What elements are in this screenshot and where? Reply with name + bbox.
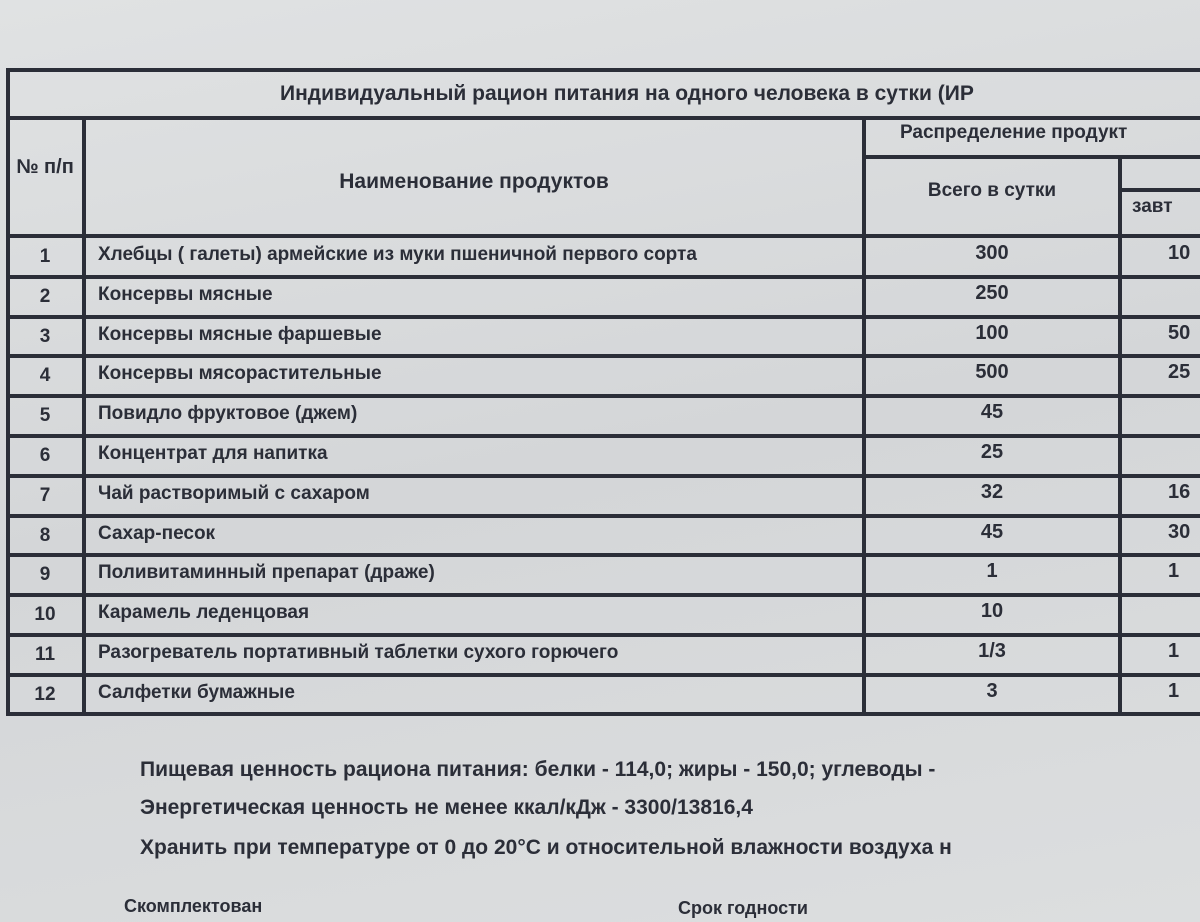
product-name: Салфетки бумажные: [98, 681, 295, 703]
product-name: Сахар-песок: [98, 522, 216, 544]
breakfast-amount: 1: [1168, 640, 1180, 662]
row-divider: [6, 394, 1200, 398]
total-per-day: 25: [980, 441, 1004, 463]
breakfast-amount: 25: [1168, 361, 1191, 384]
header-breakfast: завт: [1132, 196, 1173, 217]
row-divider: [6, 553, 1200, 557]
total-per-day: 45: [980, 520, 1004, 543]
row-number: 3: [39, 325, 51, 347]
total-per-day: 100: [975, 321, 1009, 344]
total-per-day: 3: [986, 679, 998, 702]
product-name: Хлебцы ( галеты) армейские из муки пшеничной первого сорта: [98, 244, 697, 265]
row-divider: [6, 593, 1200, 597]
product-name: Концентрат для напитка: [98, 443, 328, 464]
product-name: Консервы мясорастительные: [98, 363, 382, 385]
total-per-day: 500: [975, 361, 1009, 384]
total-per-day: 1/3: [978, 640, 1006, 662]
row-number: 6: [39, 445, 51, 466]
row-number: 9: [39, 564, 51, 586]
row-number: 7: [39, 484, 51, 506]
row-number: 10: [34, 604, 56, 626]
row-divider: [6, 474, 1200, 478]
product-name: Поливитаминный препарат (драже): [98, 562, 435, 584]
product-name: Карамель леденцовая: [98, 602, 310, 624]
total-per-day: 10: [980, 600, 1004, 623]
product-name: Консервы мясные фаршевые: [98, 323, 382, 345]
energy-value: Энергетическая ценность не менее ккал/кДж - 3300/13816,4: [140, 796, 753, 819]
divider: [1120, 188, 1200, 192]
divider: [82, 116, 86, 716]
header-name: Наименование продуктов: [339, 170, 609, 193]
row-number: 1: [39, 246, 51, 267]
breakfast-amount: 16: [1168, 480, 1191, 503]
product-name: Консервы мясные: [98, 283, 273, 305]
nutrition-value: Пищевая ценность рациона питания: белки - 114,0; жиры - 150,0; углеводы -: [140, 758, 936, 781]
row-number: 12: [34, 683, 56, 705]
row-divider: [6, 514, 1200, 518]
row-divider: [6, 434, 1200, 438]
packed-label: Скомплектован: [124, 896, 263, 916]
row-number: 2: [39, 285, 51, 307]
row-divider: [6, 315, 1200, 319]
product-name: Повидло фруктовое (джем): [98, 403, 358, 425]
shelf-life-label: Срок годности: [678, 898, 808, 918]
row-number: 11: [34, 644, 56, 665]
breakfast-amount: 30: [1168, 520, 1191, 543]
total-per-day: 300: [975, 242, 1009, 264]
breakfast-amount: 1: [1168, 560, 1180, 583]
breakfast-amount: 50: [1168, 321, 1191, 344]
divider: [6, 234, 1200, 238]
product-name: Разогреватель портативный таблетки сухого горючего: [98, 642, 619, 663]
divider: [6, 116, 1200, 120]
divider: [865, 155, 1200, 159]
breakfast-amount: 1: [1168, 679, 1180, 702]
storage-conditions: Хранить при температуре от 0 до 20°С и относительной влажности воздуха н: [140, 836, 952, 859]
total-per-day: 45: [980, 401, 1004, 424]
row-divider: [6, 354, 1200, 358]
row-divider: [6, 275, 1200, 279]
total-per-day: 1: [986, 560, 998, 583]
breakfast-amount: 10: [1168, 242, 1191, 264]
header-num: № п/п: [16, 156, 74, 178]
total-per-day: 250: [975, 281, 1009, 304]
product-name: Чай растворимый с сахаром: [98, 482, 370, 504]
row-number: 8: [39, 524, 51, 546]
total-per-day: 32: [980, 480, 1004, 503]
row-divider: [6, 673, 1200, 677]
row-number: 4: [39, 365, 51, 387]
header-distribution: Распределение продукт: [900, 122, 1128, 143]
row-number: 5: [39, 405, 51, 427]
row-divider: [6, 633, 1200, 637]
header-total: Всего в сутки: [927, 180, 1057, 201]
table-title: Индивидуальный рацион питания на одного человека в сутки (ИР: [280, 82, 974, 105]
